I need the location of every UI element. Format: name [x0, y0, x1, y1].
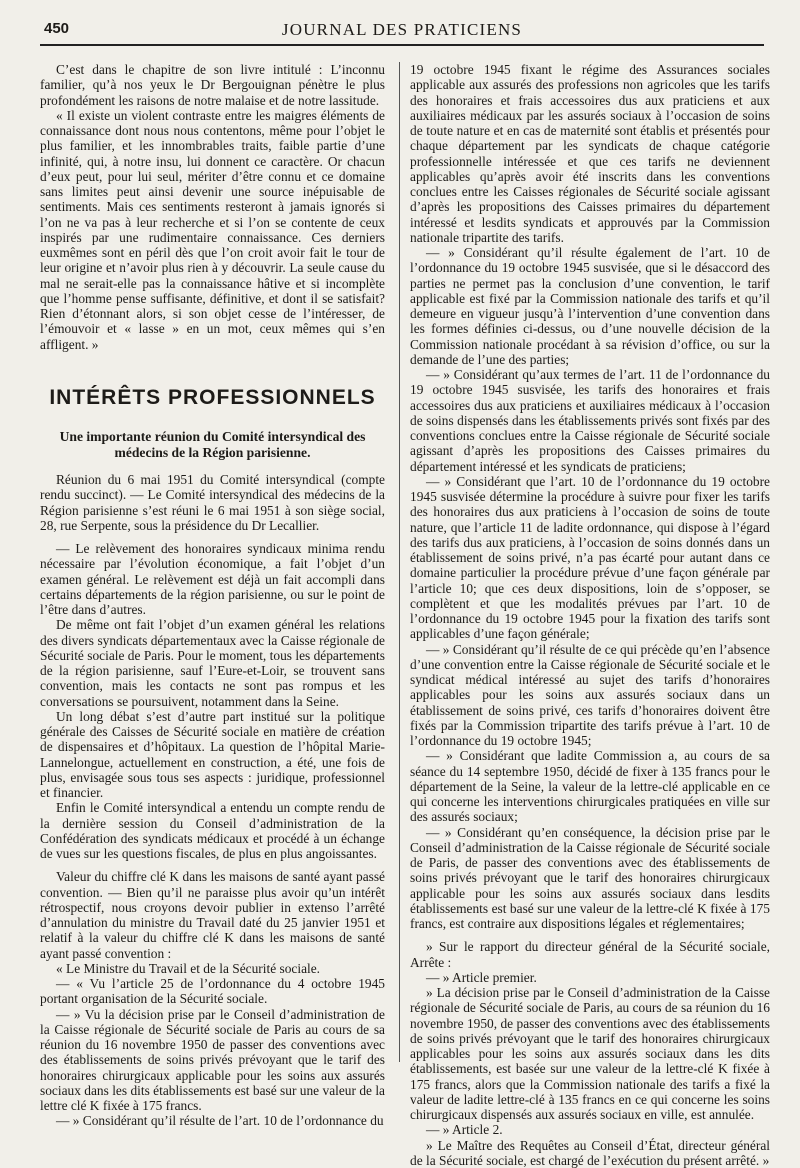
article-1-heading: — » Article premier.	[410, 970, 770, 985]
report-line: » Sur le rapport du directeur général de la Sécurité sociale, Arrête :	[410, 939, 770, 970]
considering-3: — » Considérant qu’aux termes de l’art. 11 de l’ordonnance du 19 octobre 1945 susvisée, les tarifs des honoraires et frais accessoires dus aux praticiens et auxiliaires médicaux à l’occasion de soins dispensés dans les établissements privés sont fixés par des conventions conclues entre la Caisse régionale de Sécurité sociale agissant d’après les propositions des Caisses primaires du département intéressé et les syndicats de praticiens;	[410, 367, 770, 474]
quote-paragraph: « Il existe un violent contraste entre les maigres éléments de connaissance dont nous nous contentons, même pour l’objet le plus familier, et les innombrables traits, faible partie d’une infinité, qui, à notre insu, lui donnent ce caractère. Or chacun d’eux peut, pour lui seul, mériter d’être connu et ce domaine sans limites peut ainsi devenir une source inépuisable de sentiments. Mais ces sentiments resteront à jamais ignorés si l’on ne va pas à leur recherche et si l’on se contente de ceux inspirés par une rudimentaire connaissance. Ces derniers euxmêmes sont en péril dès que l’on croit avoir fait le tour de leur origine et n’avoir plus rien à y découvrir. La seule cause du mal ne serait-elle pas la connaissance hâtive et si incomplète que l’homme pense suffisante, définitive, et dont il se satisfait? Rien d’étonnant alors, si son objet cesse de l’intéresser, de l’émouvoir et « lasse » en un mot, ceux mêmes qui s’en affligent. »	[40, 108, 385, 352]
article-2-heading: — » Article 2.	[410, 1122, 770, 1137]
left-column	[40, 62, 385, 1129]
article-title: Une importante réunion du Comité intersyndical des médecins de la Région parisienne.	[40, 429, 385, 460]
section-title: INTÉRÊTS PROFESSIONNELS	[40, 390, 385, 405]
regime-paragraph: 19 octobre 1945 fixant le régime des Assurances sociales applicable aux assurés des professions non agricoles que les tarifs des honoraires et frais accessoires dus aux praticiens et aux auxiliaires médicaux par les assurés sociaux à l’occasion de soins de toute nature et en cas de maternité sont établis et présentés pour chaque département par les syndicats de chaque catégorie professionnelle intéressée et que ces tarifs ne deviennent applicables qu’après avoir été inscrits dans les conventions conclues entre les Caisses régionales de Sécurité sociale agissant d’après les propositions des Caisses primaires du département intéressé et lesdits syndicats et approuvés par la Commission nationale tripartite des tarifs.	[410, 62, 770, 245]
intro-paragraph: C’est dans le chapitre de son livre intitulé : L’inconnu familier, qu’à nos yeux le Dr Bergouignan pénètre le plus profondément les raisons de notre malaise et de notre lassitude.	[40, 62, 385, 108]
article-1-text: » La décision prise par le Conseil d’administration de la Caisse régionale de Sécurité sociale de Paris, au cours de sa réunion du 16 novembre 1950, de passer des conventions avec des établissements de soins privés prévoyant que le tarif des honoraires chirurgicaux applicables pour les soins aux assurés sociaux dans les dits établissements, est basée sur une valeur de la lettre-clé K fixée à 175 francs, alors que la Commission nationale des tarifs a fixé la valeur de ladite lettre-clé à 135 francs en ce qui concerne les soins chirurgicaux dispensés aux assurés sociaux en ville, est annulée.	[410, 985, 770, 1122]
journal-title: JOURNAL DES PRATICIENS	[40, 20, 764, 40]
considering-4: — » Considérant que l’art. 10 de l’ordonnance du 19 octobre 1945 susvisée détermine la procédure à suivre pour fixer les tarifs des honoraires dus aux praticiens à l’occasion de soins de toute nature, que l’article 11 de ladite ordonnance, qui dispose à l’égard des tarifs dus aux praticiens, à l’occasion de soins donnés dans un établissement de soins privé, n’a pas écarté pour autant dans ce domaine particulier la procédure prévue d’une façon générale par l’article 10; que ces deux dispositions, loin de s’opposer, se complètent et que les modalités prévues par l’art. 10 de l’ordonnance du 19 octobre 1945 pour la fixation des tarifs sont applicables d’une façon générale;	[410, 474, 770, 642]
fees-paragraph: — Le relèvement des honoraires syndicaux minima rendu nécessaire par l’évolution économique, a fait l’objet d’un examen général. Le relèvement est déjà un fait accompli dans certains départements de la région parisienne, ou sur le point de l’être dans d’autres.	[40, 541, 385, 617]
article25-paragraph: — « Vu l’article 25 de l’ordonnance du 4 octobre 1945 portant organisation de la Sécurité sociale.	[40, 976, 385, 1007]
running-header	[40, 18, 764, 46]
decision-paragraph: — » Vu la décision prise par le Conseil d’administration de la Caisse régionale de Sécurité sociale de Paris au cours de sa réunion du 16 novembre 1950 de passer des conventions avec des établissements de soins privés prévoyant que le tarif des honoraires chirurgicaux applicable pour les soins aux assurés sociaux dans les dits établissements est basé sur une valeur de la lettre clé K fixée à 175 francs.	[40, 1007, 385, 1114]
page-number: 450	[44, 20, 69, 37]
debate-paragraph: Un long débat s’est d’autre part institué sur la politique générale des Caisses de Sécurité sociale en matière de création de dispensaires et d’hôpitaux. La question de l’hôpital Marie-Lannelongue, actuellement en construction, a été, une fois de plus, envisagée sous tous ses aspects : juridique, professionnel et financier.	[40, 709, 385, 801]
relations-paragraph: De même ont fait l’objet d’un examen général les relations des divers syndicats départementaux avec la Caisse régionale de Sécurité sociale de Paris. Pour le moment, tous les départements de la région parisienne, sauf l’Eure-et-Loir, se trouvent sans convention, mais les contacts ne sont pas rompus et les conversations se poursuivent, notamment dans la Seine.	[40, 617, 385, 709]
considering-paragraph: — » Considérant qu’il résulte de l’art. 10 de l’ordonnance du	[40, 1113, 385, 1128]
column-divider	[399, 62, 400, 1062]
considering-6: — » Considérant que ladite Commission a, au cours de sa séance du 14 septembre 1950, décidé de fixer à 135 francs pour le département de la Seine, la valeur de la lettre-clé applicable en ce qui concerne les interventions chirurgicales pratiquées en ville sur des assurés sociaux;	[410, 748, 770, 824]
considering-7: — » Considérant qu’en conséquence, la décision prise par le Conseil d’administration de la Caisse régionale de Sécurité sociale de Paris, de passer des conventions avec des établissements de soins privés prévoyant que le tarif des honoraires chirurgicaux applicable pour les soins aux assurés sociaux dans lesdits établissements est basé sur une valeur de la lettre-clé K fixée à 175 francs, est contraire aux dispositions légales et réglementaires;	[410, 825, 770, 932]
report-paragraph: Enfin le Comité intersyndical a entendu un compte rendu de la dernière session du Conseil d’administration de la Confédération des syndicats médicaux et procédé à un échange de vues sur les questions fiscales, de plus en plus angoissantes.	[40, 800, 385, 861]
right-column	[410, 62, 770, 1168]
key-value-paragraph: Valeur du chiffre clé K dans les maisons de santé ayant passé convention. — Bien qu’il ne paraisse plus avoir qu’un intérêt rétrospectif, nous croyons devoir publier in extenso l’arrêté d’annulation du ministre du Travail daté du 25 janvier 1951 et relatif à la valeur du chiffre clé K dans les maisons de santé ayant passé convention :	[40, 869, 385, 961]
meeting-paragraph: Réunion du 6 mai 1951 du Comité intersyndical (compte rendu succinct). — Le Comité intersyndical des médecins de la Région parisienne s’est réuni le 6 mai 1951 à son siège social, 28, rue Serpente, sous la présidence du Dr Lecallier.	[40, 472, 385, 533]
minister-line: « Le Ministre du Travail et de la Sécurité sociale.	[40, 961, 385, 976]
considering-2: — » Considérant qu’il résulte également de l’art. 10 de l’ordonnance du 19 octobre 1945 susvisée, que si le désaccord des parties ne permet pas la conclusion d’une convention, le tarif applicable est fixé par la Commission nationale des tarifs et qu’il demeure en vigueur jusqu’à l’intervention d’une convention dans les formes définies ci-dessus, ou d’une nouvelle décision de la Commission nationale procédant à sa révision d’office, ou sur la demande de l’une des parties;	[410, 245, 770, 367]
article-2-text: » Le Maître des Requêtes au Conseil d’État, directeur général de la Sécurité sociale, est chargé de l’exécution du présent arrêté. »	[410, 1138, 770, 1168]
considering-5: — » Considérant qu’il résulte de ce qui précède qu’en l’absence d’une convention entre la Caisse régionale de Sécurité sociale et le syndicat médical intéressé au sujet des tarifs d’honoraires applicables pour les soins aux assurés sociaux dans un établissement de soins privé, ces tarifs d’honoraires doivent être fixés par la Commission tripartite des tarifs prévue à l’art. 10 de l’ordonnance du 19 octobre 1945;	[410, 642, 770, 749]
